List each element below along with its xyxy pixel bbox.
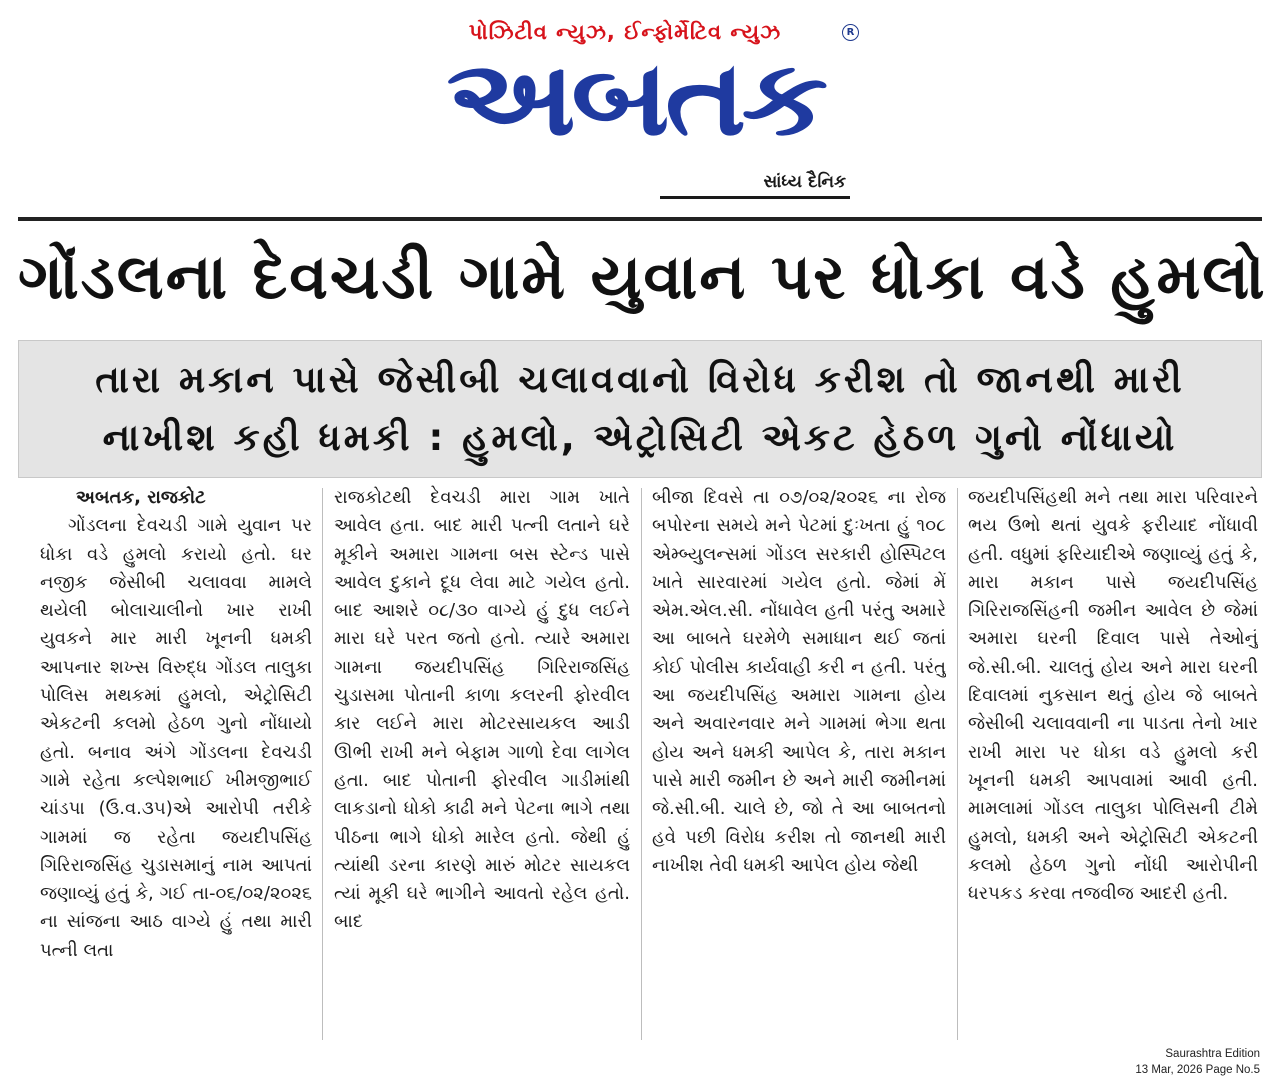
- masthead: [410, 12, 860, 202]
- column-divider: [322, 488, 323, 1040]
- registered-trademark-icon: R: [842, 24, 859, 41]
- subhead-line-1: તારા મકાન પાસે જેસીબી ચલાવવાનો વિરોધ કરીશ તો જાનથી મારી: [95, 358, 1185, 401]
- masthead-tagline: પોઝિટીવ ન્યુઝ, ઈન્ફોર્મેટિવ ન્યુઝ: [468, 20, 782, 44]
- masthead-underline: [660, 196, 850, 199]
- subhead-line-2: નાખીશ કહી ધમકી : હુમલો, એટ્રોસિટી એકટ હેઠળ ગુનો નોંધાયો: [102, 416, 1178, 459]
- article-column-3: [652, 484, 946, 1044]
- column-text: ગોંડલના દેવચડી ગામે યુવાન પર ધોકા વડે હુમલો કરાયો હતો. ઘર નજીક જેસીબી ચલાવવા મામલે થયેલી બોલાચાલીનો ખાર રાખી યુવકને માર મારી ખૂનની ધમકી આપનાર શખ્સ વિરુદ્ધ ગોંડલ તાલુકા પોલિસ મથકમાં હુમલો, એટ્રોસિટી એકટની કલમો હેઠળ ગુનો નોંધાયો હતો. બનાવ અંગે ગોંડલના દેવચડી ગામે રહેતા કલ્પેશભાઈ ખીમજીભાઈ ચાંડપા (ઉ.વ.૩૫)એ આરોપી તરીકે ગામમાં જ રહેતા જયદીપસિંહ ગિરિરાજસિંહ ચુડાસમાનું નામ આપતાં જણાવ્યું હતું કે, ગઈ તા-૦૬/૦૨/૨૦૨૬ ના સાંજના આઠ વાગ્યે હું તથા મારી પત્ની લતા: [40, 515, 312, 961]
- newspaper-logo: અબતક: [446, 37, 824, 159]
- column-divider: [641, 488, 642, 1040]
- edition-label: Saurashtra Edition: [1165, 1048, 1260, 1060]
- page-footer: [1135, 1046, 1260, 1078]
- column-text: બીજા દિવસે તા ૦૭/૦૨/૨૦૨૬ ના રોજ બપોરના સમયે મને પેટમાં દુઃખતા હું ૧૦૮ એમ્બ્યુલન્સમાં ગોંડલ સરકારી હોસ્પિટલ ખાતે સારવારમાં ગયેલ હતો. જેમાં મેં એમ.એલ.સી. નોંધાવેલ હતી પરંતુ અમારે આ બાબતે ઘરમેળે સમાધાન થઈ જતાં કોઈ પોલીસ કાર્યવાહી કરી ન હતી. પરંતુ આ જયદીપસિંહ અમારા ગામના હોય અને અવારનવાર મને ગામમાં ભેગા થતા હોય અને ધમકી આપેલ કે, તારા મકાન પાસે મારી જમીન છે અને મારી જમીનમાં જે.સી.બી. ચાલે છે, જો તે આ બાબતનો હવે પછી વિરોધ કરીશ તો જાનથી મારી નાખીશ તેવી ધમકી આપેલ હોય જેથી: [652, 487, 946, 876]
- article-column-2: [334, 484, 630, 1044]
- date-page-label: 13 Mar, 2026 Page No.5: [1135, 1064, 1260, 1076]
- header-rule: [18, 217, 1262, 221]
- article-column-4: [968, 484, 1258, 1044]
- article-subhead: [18, 340, 1262, 478]
- article-column-1: [40, 484, 312, 1044]
- article-headline: ગોંડલના દેવચડી ગામે યુવાન પર ધોકા વડે હુમલો: [18, 240, 1267, 313]
- masthead-subtitle: સાંધ્ય દૈનિક: [763, 172, 846, 192]
- column-text: જયદીપસિંહથી મને તથા મારા પરિવારને ભય ઉભો થતાં યુવકે ફરીયાદ નોંધાવી હતી. વધુમાં ફરિયાદીએ જણાવ્યું હતું કે, મારા મકાન પાસે જયદીપસિંહ ગિરિરાજસિંહની જમીન આવેલ છે જેમાં અમારા ઘરની દિવાલ પાસે તેઓનું જે.સી.બી. ચાલતું હોય અને મારા ઘરની દિવાલમાં નુકસાન થતું હોય જે બાબતે જેસીબી ચલાવવાની ના પાડતા તેનો ખાર રાખી મારા પર ધોકા વડે હુમલો કરી ખૂનની ધમકી આપવામાં આવી હતી. મામલામાં ગોંડલ તાલુકા પોલિસની ટીમે હુમલો, ધમકી અને એટ્રોસિટી એકટની કલમો હેઠળ ગુનો નોંધી આરોપીની ધરપકડ કરવા તજવીજ આદરી હતી.: [968, 487, 1258, 905]
- column-text: રાજકોટથી દેવચડી મારા ગામ ખાતે આવેલ હતા. બાદ મારી પત્ની લતાને ઘરે મૂકીને અમારા ગામના બસ સ્ટેન્ડ પાસે આવેલ દુકાને દૂધ લેવા માટે ગયેલ હતો. બાદ આશરે ૦૮/૩૦ વાગ્યે હું દુધ લઈને મારા ઘરે પરત જતો હતો. ત્યારે અમારા ગામના જયદીપસિંહ ગિરિરાજસિંહ ચુડાસમા પોતાની કાળા કલરની ફોરવીલ કાર લઈને મારા મોટરસાયકલ આડી ઊભી રાખી મને બેફામ ગાળો દેવા લાગેલ હતા. બાદ પોતાની ફોરવીલ ગાડીમાંથી લાકડાનો ધોકો કાઢી મને પેટના ભાગે તથા પીઠના ભાગે ધોકો મારેલ હતો. જેથી હું ત્યાંથી ડરના કારણે મારું મોટર સાયકલ ત્યાં મૂકી ઘરે ભાગીને આવતો રહેલ હતો. બાદ: [334, 487, 630, 933]
- article-byline: અબતક, રાજકોટ: [76, 487, 206, 508]
- column-divider: [957, 488, 958, 1040]
